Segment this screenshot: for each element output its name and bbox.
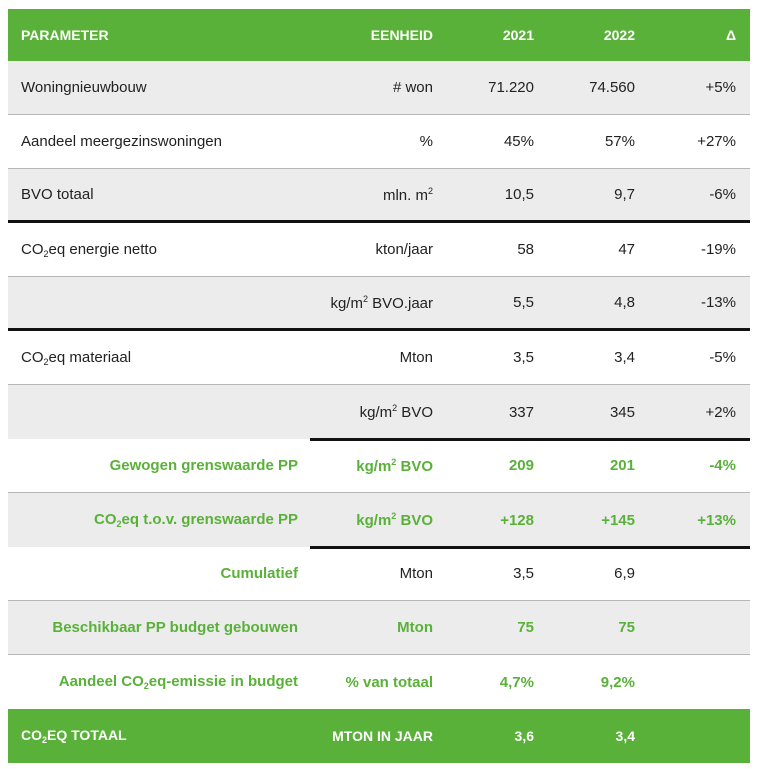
row-value-2022: 9,7 [614, 186, 635, 203]
row-unit: $kg/m^2$ BVO [359, 403, 433, 421]
row-value-2022: 9,2% [600, 673, 635, 691]
row-value-2022: 6,9 [614, 565, 635, 582]
row-parameter: $CO_2eq$ materiaal [21, 348, 132, 367]
row-delta: -13% [700, 294, 736, 311]
header-2021: 2021 [502, 27, 534, 43]
row-value-2021: 3,5 [513, 565, 534, 582]
row-parameter: $CO_2eq$ t.o.v. grenswaarde PP [94, 511, 298, 529]
row-unit: % [419, 133, 433, 150]
table-row [8, 331, 750, 385]
header-parameter: PARAMETER [21, 27, 109, 43]
table-header [8, 9, 750, 61]
row-value-2021: 209 [508, 457, 534, 474]
row-delta: +5% [705, 79, 736, 96]
row-value-2022: 47 [618, 241, 635, 258]
row-value-2021: 10,5 [504, 186, 534, 203]
row-parameter: Gewogen grenswaarde PP [109, 457, 298, 474]
row-delta: -19% [700, 241, 736, 258]
row-value-2022: 3,4 [614, 349, 635, 366]
table-row [8, 547, 750, 601]
table-row [8, 493, 750, 547]
row-unit: Mton [399, 565, 433, 582]
row-value-2021: 4,7% [499, 673, 534, 691]
row-unit: % van totaal [345, 673, 433, 691]
row-value-2021: 71.220 [488, 79, 534, 96]
row-unit: Mton [399, 349, 433, 366]
row-value-2022: 345 [609, 403, 635, 421]
row-unit: Mton [397, 619, 433, 636]
row-value-2021: 58 [517, 241, 534, 258]
row-delta: -5% [709, 349, 736, 366]
row-unit: kton/jaar [375, 241, 433, 258]
row-parameter: Cumulatief [220, 565, 298, 582]
table-row [8, 61, 750, 115]
row-value-2022: 201 [609, 457, 635, 474]
table-row [8, 115, 750, 169]
row-value-2021: 45% [503, 133, 534, 150]
table-row [8, 655, 750, 709]
footer-unit: MTON IN JAAR [332, 728, 433, 744]
header-delta: Δ [725, 27, 736, 43]
table-row [8, 223, 750, 277]
data-table [8, 9, 750, 763]
row-parameter: Woningnieuwbouw [21, 79, 147, 96]
row-delta: -6% [709, 186, 736, 203]
footer-value-2021: 3,6 [514, 728, 534, 744]
row-value-2021: 337 [508, 403, 534, 421]
row-delta: +27% [697, 133, 736, 150]
footer-parameter: $CO_2EQ$ TOTAAL [21, 727, 127, 745]
row-parameter: Aandeel $CO_2eq$-emissie in budget [58, 673, 298, 691]
row-unit: $kg/m^2$ BVO [356, 456, 433, 475]
row-value-2022: 57% [604, 133, 635, 150]
row-delta: -4% [709, 457, 736, 474]
row-delta: +2% [705, 403, 736, 421]
header-unit: EENHEID [370, 27, 433, 43]
row-value-2022: 75 [618, 619, 635, 636]
row-value-2022: +145 [601, 511, 635, 529]
footer-value-2022: 3,4 [615, 728, 635, 744]
row-parameter: Aandeel meergezinswoningen [21, 133, 222, 150]
header-2022: 2022 [603, 27, 635, 43]
row-unit: $kg/m^2$ BVO [356, 511, 433, 529]
row-unit: $kg/m^2$ BVO.jaar [330, 293, 433, 312]
row-value-2021: 3,5 [513, 349, 534, 366]
row-parameter: BVO totaal [21, 186, 94, 203]
table-row [8, 601, 750, 655]
row-unit: mln. $m^2$ [382, 185, 433, 204]
table-row [8, 277, 750, 331]
row-parameter: Beschikbaar PP budget gebouwen [52, 619, 298, 636]
table-row [8, 169, 750, 223]
table-row [8, 439, 750, 493]
row-unit: # won [392, 79, 433, 96]
table-row [8, 385, 750, 439]
table-footer [8, 709, 750, 763]
row-value-2021: +128 [500, 511, 534, 529]
row-value-2022: 4,8 [614, 294, 635, 311]
row-value-2021: 75 [517, 619, 534, 636]
row-value-2021: 5,5 [513, 294, 534, 311]
row-value-2022: 74.560 [589, 79, 635, 96]
row-delta: +13% [697, 511, 736, 529]
row-parameter: $CO_2eq$ energie netto [21, 240, 157, 259]
